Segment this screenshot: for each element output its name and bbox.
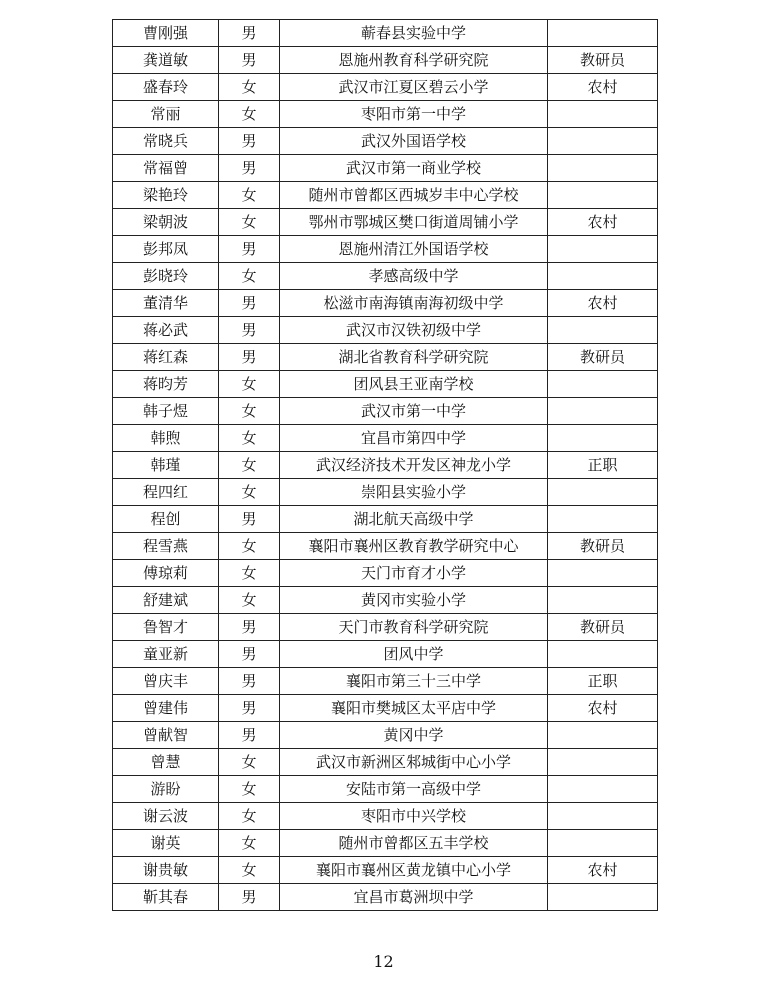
table-row [113,263,658,290]
cell-school: 湖北省教育科学研究院 [280,344,548,371]
cell-name: 谢贵敏 [113,857,219,884]
cell-gender: 男 [219,20,280,47]
cell-gender: 女 [219,857,280,884]
roster-body [113,20,658,911]
cell-note [548,479,658,506]
cell-note: 农村 [548,209,658,236]
table-row [113,155,658,182]
cell-note [548,884,658,911]
cell-note [548,182,658,209]
cell-school: 枣阳市中兴学校 [280,803,548,830]
cell-school: 天门市育才小学 [280,560,548,587]
cell-school: 襄阳市襄州区黄龙镇中心小学 [280,857,548,884]
table-row [113,695,658,722]
cell-note: 农村 [548,695,658,722]
cell-name: 曾慧 [113,749,219,776]
cell-name: 谢英 [113,830,219,857]
cell-name: 韩瑾 [113,452,219,479]
cell-school: 武汉外国语学校 [280,128,548,155]
cell-gender: 女 [219,425,280,452]
cell-note [548,128,658,155]
table-row [113,398,658,425]
cell-name: 曾建伟 [113,695,219,722]
cell-name: 舒建斌 [113,587,219,614]
cell-note: 教研员 [548,47,658,74]
cell-gender: 女 [219,371,280,398]
cell-gender: 男 [219,614,280,641]
cell-school: 崇阳县实验小学 [280,479,548,506]
table-row [113,20,658,47]
table-row [113,452,658,479]
cell-school: 团风县王亚南学校 [280,371,548,398]
table-row [113,479,658,506]
cell-school: 武汉市汉铁初级中学 [280,317,548,344]
cell-gender: 女 [219,74,280,101]
table-row [113,506,658,533]
cell-gender: 男 [219,884,280,911]
cell-note: 农村 [548,74,658,101]
cell-name: 曾庆丰 [113,668,219,695]
cell-name: 韩煦 [113,425,219,452]
table-row [113,317,658,344]
table-row [113,614,658,641]
cell-name: 游盼 [113,776,219,803]
cell-gender: 女 [219,749,280,776]
cell-note: 正职 [548,668,658,695]
cell-note [548,101,658,128]
cell-school: 武汉市江夏区碧云小学 [280,74,548,101]
cell-name: 蒋必武 [113,317,219,344]
cell-note [548,155,658,182]
cell-school: 随州市曾都区五丰学校 [280,830,548,857]
cell-school: 宜昌市葛洲坝中学 [280,884,548,911]
cell-school: 鄂州市鄂城区樊口街道周铺小学 [280,209,548,236]
cell-name: 程雪燕 [113,533,219,560]
cell-note [548,722,658,749]
table-row [113,209,658,236]
cell-note: 正职 [548,452,658,479]
cell-name: 曾献智 [113,722,219,749]
cell-gender: 男 [219,722,280,749]
cell-school: 松滋市南海镇南海初级中学 [280,290,548,317]
cell-name: 梁艳玲 [113,182,219,209]
cell-gender: 女 [219,776,280,803]
roster-table [112,19,658,911]
cell-gender: 男 [219,344,280,371]
table-row [113,857,658,884]
cell-name: 龚道敏 [113,47,219,74]
cell-school: 恩施州清江外国语学校 [280,236,548,263]
table-row [113,668,658,695]
cell-note: 教研员 [548,614,658,641]
table-row [113,371,658,398]
cell-gender: 男 [219,317,280,344]
cell-name: 傅琼莉 [113,560,219,587]
cell-note [548,803,658,830]
cell-note: 农村 [548,857,658,884]
table-row [113,128,658,155]
cell-school: 团风中学 [280,641,548,668]
cell-note: 教研员 [548,344,658,371]
cell-school: 湖北航天高级中学 [280,506,548,533]
page-number: 12 [373,952,394,971]
cell-school: 襄阳市襄州区教育教学研究中心 [280,533,548,560]
cell-note: 教研员 [548,533,658,560]
table-row [113,47,658,74]
cell-school: 武汉市新洲区邾城街中心小学 [280,749,548,776]
cell-school: 黄冈中学 [280,722,548,749]
cell-school: 蕲春县实验中学 [280,20,548,47]
cell-school: 孝感高级中学 [280,263,548,290]
cell-gender: 男 [219,290,280,317]
table-row [113,803,658,830]
cell-gender: 男 [219,155,280,182]
cell-name: 靳其春 [113,884,219,911]
cell-name: 童亚新 [113,641,219,668]
cell-name: 常福曾 [113,155,219,182]
cell-gender: 男 [219,47,280,74]
cell-gender: 男 [219,506,280,533]
cell-school: 武汉市第一商业学校 [280,155,548,182]
cell-name: 鲁智才 [113,614,219,641]
cell-gender: 女 [219,101,280,128]
table-row [113,290,658,317]
cell-school: 武汉市第一中学 [280,398,548,425]
table-row [113,722,658,749]
table-row [113,749,658,776]
cell-name: 程创 [113,506,219,533]
cell-note [548,506,658,533]
cell-gender: 女 [219,587,280,614]
table-row [113,830,658,857]
cell-note [548,560,658,587]
cell-school: 襄阳市樊城区太平店中学 [280,695,548,722]
cell-name: 彭晓玲 [113,263,219,290]
cell-gender: 女 [219,182,280,209]
cell-note [548,641,658,668]
table-row [113,101,658,128]
cell-note [548,587,658,614]
cell-gender: 男 [219,236,280,263]
cell-school: 武汉经济技术开发区神龙小学 [280,452,548,479]
cell-name: 谢云波 [113,803,219,830]
cell-gender: 女 [219,209,280,236]
cell-note [548,749,658,776]
cell-gender: 女 [219,803,280,830]
cell-school: 安陆市第一高级中学 [280,776,548,803]
table-row [113,425,658,452]
table-row [113,776,658,803]
cell-gender: 男 [219,695,280,722]
table-row [113,884,658,911]
cell-name: 盛春玲 [113,74,219,101]
cell-school: 枣阳市第一中学 [280,101,548,128]
cell-name: 蒋昀芳 [113,371,219,398]
cell-gender: 女 [219,560,280,587]
table-row [113,344,658,371]
cell-school: 天门市教育科学研究院 [280,614,548,641]
cell-name: 彭邦凤 [113,236,219,263]
table-row [113,182,658,209]
cell-note [548,776,658,803]
table-row [113,533,658,560]
cell-school: 襄阳市第三十三中学 [280,668,548,695]
cell-gender: 女 [219,452,280,479]
cell-name: 梁朝波 [113,209,219,236]
cell-note [548,236,658,263]
table-row [113,641,658,668]
cell-school: 宜昌市第四中学 [280,425,548,452]
cell-note [548,371,658,398]
cell-name: 韩子煜 [113,398,219,425]
cell-note [548,317,658,344]
cell-school: 随州市曾都区西城岁丰中心学校 [280,182,548,209]
cell-school: 黄冈市实验小学 [280,587,548,614]
cell-name: 程四红 [113,479,219,506]
cell-name: 常丽 [113,101,219,128]
cell-school: 恩施州教育科学研究院 [280,47,548,74]
cell-gender: 男 [219,128,280,155]
cell-gender: 女 [219,533,280,560]
cell-note [548,398,658,425]
cell-gender: 女 [219,830,280,857]
cell-note: 农村 [548,290,658,317]
cell-name: 董清华 [113,290,219,317]
cell-gender: 女 [219,398,280,425]
table-row [113,587,658,614]
cell-gender: 女 [219,479,280,506]
table-row [113,74,658,101]
table-row [113,236,658,263]
cell-name: 蒋红森 [113,344,219,371]
cell-name: 常晓兵 [113,128,219,155]
cell-note [548,425,658,452]
cell-gender: 女 [219,263,280,290]
cell-name: 曹刚强 [113,20,219,47]
cell-note [548,830,658,857]
table-row [113,560,658,587]
cell-gender: 男 [219,668,280,695]
cell-note [548,263,658,290]
cell-gender: 男 [219,641,280,668]
cell-note [548,20,658,47]
